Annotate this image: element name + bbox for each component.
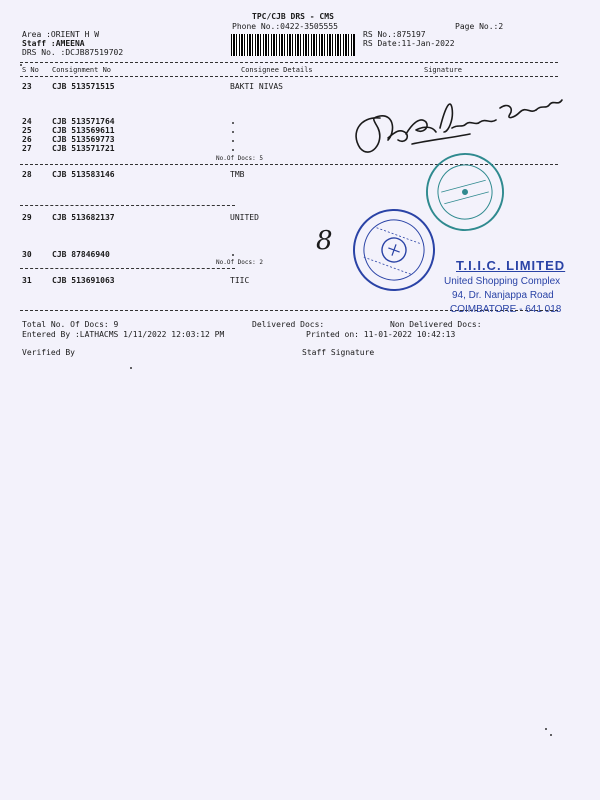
row-sno: 29	[22, 213, 32, 222]
ditto-mark	[232, 122, 234, 124]
row-consignment: CJB 513569611	[52, 126, 115, 135]
delivered-docs: Delivered Docs:	[252, 320, 325, 329]
row-sno: 27	[22, 144, 32, 153]
ditto-mark	[232, 254, 234, 256]
rs-number: RS No.:875197	[363, 30, 426, 39]
verified-by: Verified By	[22, 348, 75, 357]
row-consignee: TMB	[230, 170, 245, 179]
row-sno: 28	[22, 170, 32, 179]
row-sno: 31	[22, 276, 32, 285]
drs-number: DRS No. :DCJB87519702	[22, 48, 124, 57]
col-header-signature: Signature	[424, 66, 462, 74]
row-sno: 24	[22, 117, 32, 126]
staff-field: Staff :AMEENA	[22, 39, 85, 48]
ditto-mark	[232, 140, 234, 142]
printed-on: Printed on: 11-01-2022 10:42:13	[306, 330, 456, 339]
row-consignee: UNITED	[230, 213, 259, 222]
staff-signature-label: Staff Signature	[302, 348, 375, 357]
barcode	[231, 34, 355, 56]
scan-speck	[550, 734, 552, 736]
report-title: TPC/CJB DRS - CMS	[252, 12, 334, 21]
row-consignee: TIIC	[230, 276, 250, 285]
row-sno: 25	[22, 126, 32, 135]
row-sno: 26	[22, 135, 32, 144]
rs-date: RS Date:11-Jan-2022	[363, 39, 455, 48]
row-consignment: CJB 513571764	[52, 117, 115, 126]
row-consignment: CJB 513571721	[52, 144, 115, 153]
non-delivered-docs: Non Delivered Docs:	[390, 320, 482, 329]
col-header-sno: S No	[22, 66, 39, 74]
tiic-stamp-address: 94, Dr. Nanjappa Road	[452, 290, 554, 301]
divider	[20, 268, 235, 269]
scan-speck	[545, 728, 547, 730]
entered-by: Entered By :LATHACMS 1/11/2022 12:03:12 PM	[22, 330, 225, 339]
row-consignee: BAKTI NIVAS	[230, 82, 283, 91]
col-header-consignment: Consignment No	[52, 66, 112, 74]
tiic-stamp-name: T.I.I.C. LIMITED	[456, 258, 566, 273]
group-doc-count: No.Of Docs: 2	[216, 259, 263, 266]
tiic-stamp-address: United Shopping Complex	[444, 276, 561, 287]
area-field: Area :ORIENT H W	[22, 30, 100, 39]
ditto-mark	[232, 149, 234, 151]
row-consignment: CJB 513682137	[52, 213, 115, 222]
divider	[20, 205, 235, 206]
row-sno: 30	[22, 250, 32, 259]
divider	[20, 62, 558, 63]
row-sno: 23	[22, 82, 32, 91]
scan-speck	[130, 367, 132, 369]
ditto-mark	[232, 131, 234, 133]
row-consignment: CJB 87846940	[52, 250, 110, 259]
phone-number: Phone No.:0422-3505555	[232, 22, 338, 31]
row-consignment: CJB 513571515	[52, 82, 115, 91]
page-number: Page No.:2	[455, 22, 504, 31]
united-insurance-stamp	[344, 205, 444, 295]
tiic-stamp-address: COIMBATORE - 641 018	[450, 304, 562, 315]
handwritten-annotation: 8	[316, 226, 333, 256]
row-consignment: CJB 513691063	[52, 276, 115, 285]
col-header-consignee: Consignee Details	[241, 66, 313, 74]
divider	[20, 76, 558, 77]
row-consignment: CJB 513569773	[52, 135, 115, 144]
row-consignment: CJB 513583146	[52, 170, 115, 179]
group-doc-count: No.Of Docs: 5	[216, 155, 263, 162]
scan-speck	[20, 64, 22, 66]
total-docs: Total No. Of Docs: 9	[22, 320, 119, 329]
